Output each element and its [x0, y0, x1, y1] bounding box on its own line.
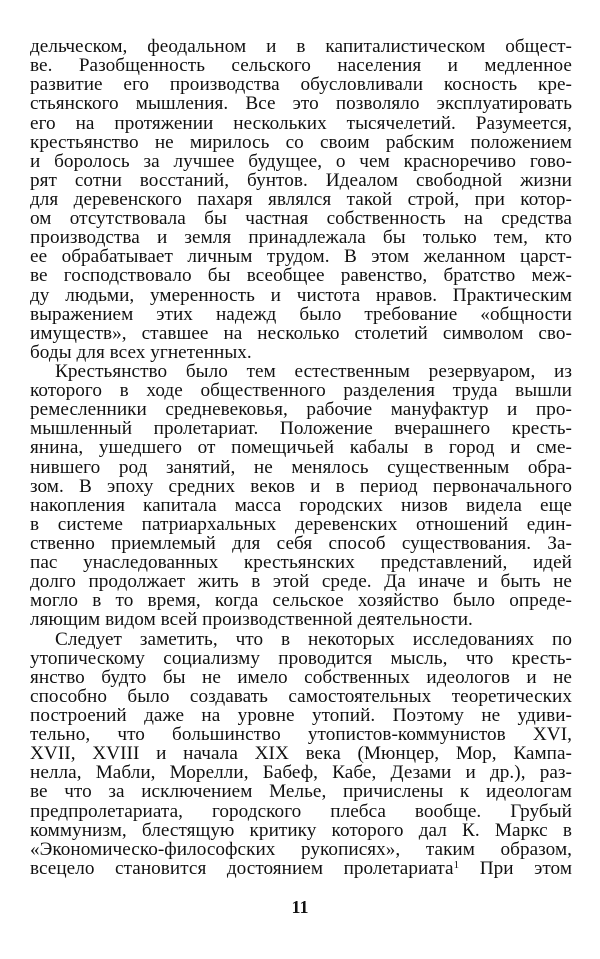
text-line: утопическому социализму проводится мысль, что кресть-: [30, 647, 572, 669]
text-line: ве. Разобщенность сельского населения и медленное: [30, 55, 572, 77]
text-line: коммунизм, блестящую критику которого дал К. Маркс в: [30, 819, 572, 841]
text-line: зом. В эпоху средних веков и в период первоначального: [30, 475, 572, 497]
text-line: нелла, Мабли, Морелли, Бабеф, Кабе, Дезами и др.), раз-: [30, 762, 572, 784]
text-line: ве господствовало бы всеобщее равенство, братство меж-: [30, 265, 572, 287]
text-line: которого в ходе общественного разделения труда вышли: [30, 380, 572, 401]
text-line: и боролось за лучшее будущее, о чем красноречиво гово-: [30, 150, 572, 172]
text-line: мышленный пролетариат. Положение вчерашнего кресть-: [30, 418, 572, 440]
text-line: ремесленники средневековья, рабочие мануфактур и про-: [30, 399, 572, 421]
text-fragment: При этом: [459, 857, 573, 879]
text-line: Крестьянство было тем естественным резервуаром, из: [55, 360, 572, 382]
text-line: боды для всех угнетенных.: [30, 341, 252, 363]
text-line: ее обрабатывает личным трудом. В этом желанном царст-: [30, 246, 572, 268]
text-line: Следует заметить, что в некоторых исследованиях по: [55, 628, 572, 650]
page-number: 11: [291, 897, 309, 917]
text-line: могло в то время, когда сельское хозяйство было опреде-: [30, 590, 572, 612]
text-line: стьянского мышления. Все это позволяло эксплуатировать: [30, 93, 572, 115]
text-line: имуществ», ставшее на несколько столетий символом сво-: [30, 322, 572, 344]
text-line: рят сотни восстаний, бунтов. Идеалом свободной жизни: [30, 169, 572, 191]
text-line: янина, ушедшего от помещичьей кабалы в город и сме-: [30, 437, 572, 459]
text-line: для деревенского пахаря являлся такой строй, при котор-: [30, 188, 572, 210]
text-line: способно было создавать самостоятельных теоретических: [30, 685, 572, 707]
text-line: построений даже на уровне утопий. Поэтому не удиви-: [30, 705, 572, 726]
text-line: производства и земля принадлежала бы только тем, кто: [30, 227, 572, 249]
text-line: предпролетариата, городского плебса вообще. Грубый: [30, 800, 572, 822]
text-line: янство будто бы не имело собственных идеологов и не: [30, 666, 572, 688]
text-line: ственно приемлемый для себя способ существования. За-: [30, 533, 572, 554]
text-line: крестьянство не мирилось со своим рабским положением: [30, 131, 572, 153]
text-line: «Экономическо-философских рукописях», таким образом,: [30, 838, 572, 860]
text-line: долго продолжает жить в этой среде. Да иначе и быть не: [30, 571, 572, 593]
footnote-mark: 1: [453, 858, 460, 871]
text-line: ляющим видом всей производственной деятельности.: [30, 609, 473, 631]
text-line: пас унаследованных крестьянских представлений, идей: [30, 552, 572, 574]
text-line: в системе патриархальных деревенских отношений един-: [30, 513, 572, 535]
text-line: его на протяжении нескольких тысячелетий. Разумеется,: [30, 112, 572, 134]
text-line: [30, 859, 572, 878]
text-line: нившего род занятий, не менялось существенным обра-: [30, 456, 572, 478]
text-line: дельческом, феодальном и в капиталистическом общест-: [30, 36, 572, 57]
text-line: XVII, XVIII и начала XIX века (Мюнцер, Мор, Кампа-: [30, 743, 572, 765]
text-line: выражением этих надежд было требование «общности: [30, 303, 572, 325]
text-line: развитие его производства обусловливали косность кре-: [30, 74, 572, 96]
text-line: ве что за исключением Мелье, причислены к идеологам: [30, 781, 572, 803]
text-fragment: всецело становится достоянием пролетариата: [30, 857, 454, 879]
text-line: накопления капитала масса городских низов видела еще: [30, 494, 572, 516]
text-line: ду людьми, умеренность и чистота нравов. Практическим: [30, 284, 572, 306]
text-line: ом отсутствовала бы частная собственность на средства: [30, 208, 572, 229]
text-line: тельно, что большинство утопистов-коммунистов XVI,: [30, 724, 572, 746]
